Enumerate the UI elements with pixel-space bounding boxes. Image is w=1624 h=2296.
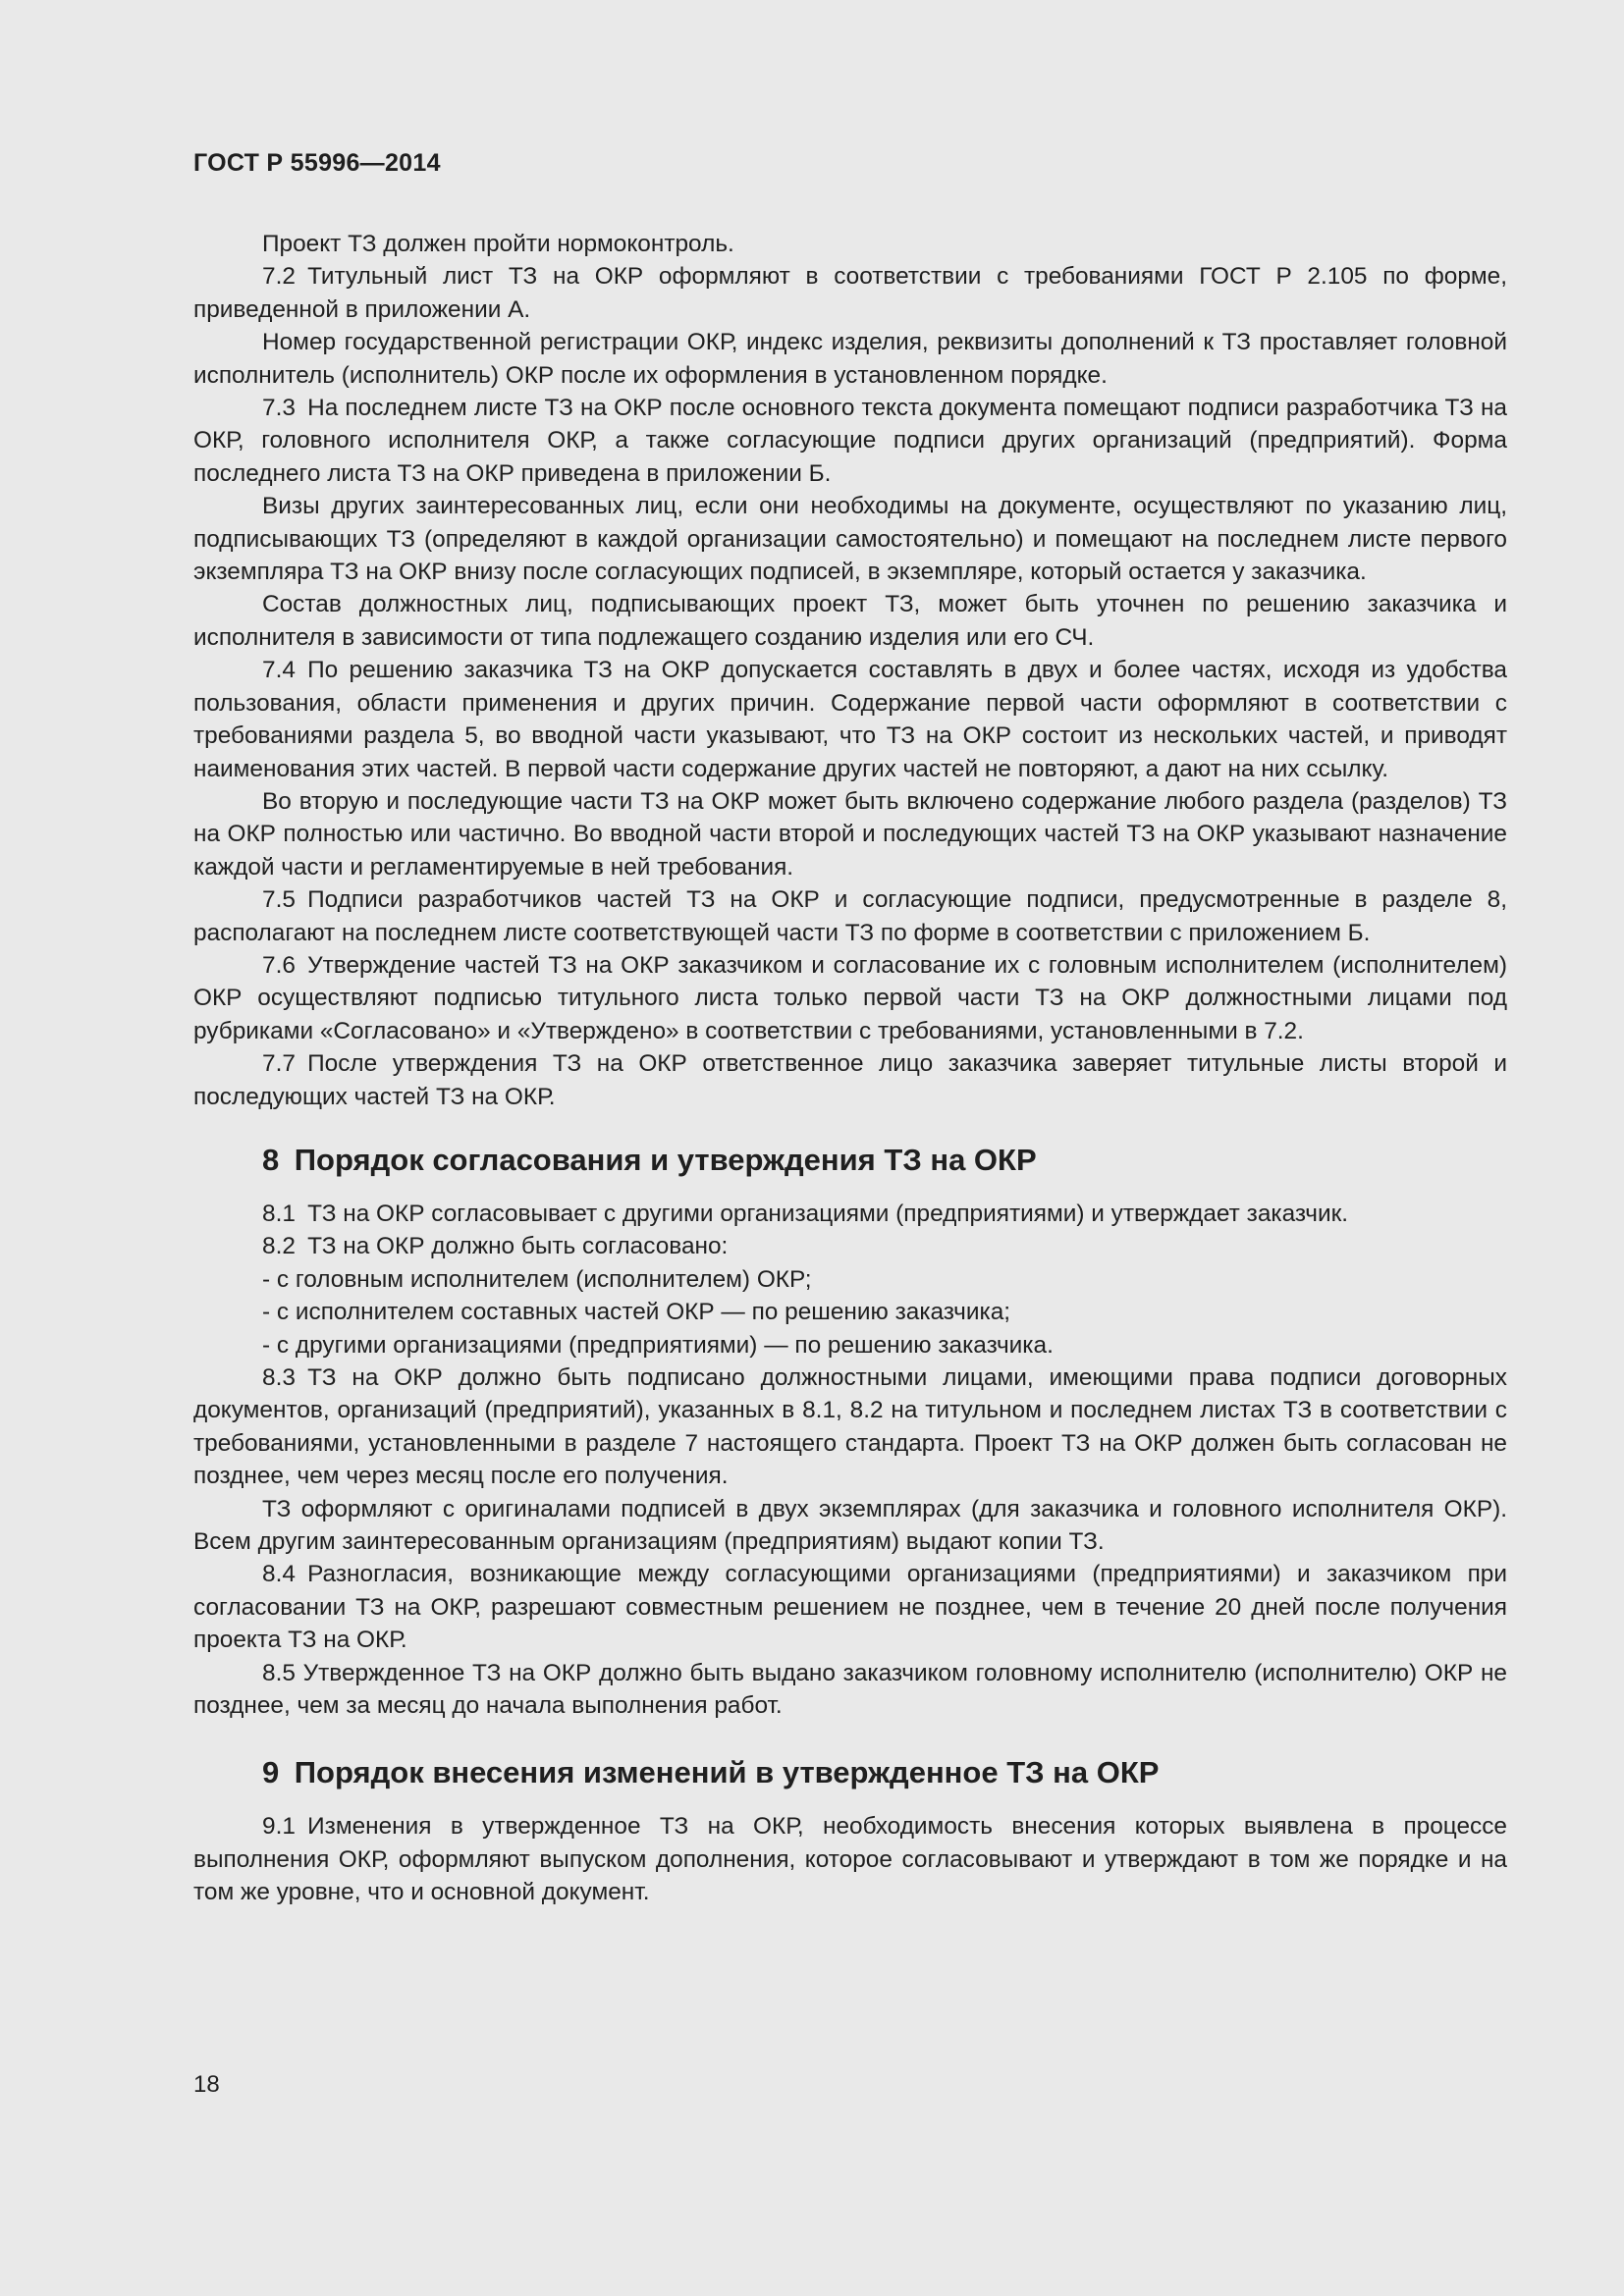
paragraph-8-1: 8.1 ТЗ на ОКР согласовывает с другими организациями (предприятиями) и утверждает заказчик.	[262, 1200, 1349, 1227]
paragraph-7-5: 7.5 Подписи разработчиков частей ТЗ на ОКР и согласующие подписи, предусмотренные в разделе 8, располагают на последнем листе соответствующей части ТЗ по форме в соответствии с приложением Б.	[193, 886, 1507, 946]
list-item: - с головным исполнителем (исполнителем) ОКР;	[262, 1265, 812, 1293]
list-item: - с исполнителем составных частей ОКР — по решению заказчика;	[262, 1299, 1011, 1326]
document-header-code: ГОСТ Р 55996—2014	[193, 149, 441, 177]
paragraph-7-2: 7.2 Титульный лист ТЗ на ОКР оформляют в соответствии с требованиями ГОСТ Р 2.105 по форме, приведенной в приложении А.	[193, 263, 1507, 323]
paragraph: Во вторую и последующие части ТЗ на ОКР может быть включено содержание любого раздела (разделов) ТЗ на ОКР полностью или частично. Во вводной части второй и последующих частей ТЗ на ОКР указывают назначение каждой части и регламентируемые в ней требования.	[193, 787, 1507, 881]
document-body	[193, 228, 1507, 1909]
section-9-heading: 9 Порядок внесения изменений в утвержденное ТЗ на ОКР	[262, 1755, 1160, 1790]
list-item: - с другими организациями (предприятиями) — по решению заказчика.	[262, 1331, 1054, 1359]
paragraph-7-6: 7.6 Утверждение частей ТЗ на ОКР заказчиком и согласование их с головным исполнителем (исполнителем) ОКР осуществляют подписью титульного листа только первой части ТЗ на ОКР должностными лицами под рубриками «Согласовано» и «Утверждено» в соответствии с требованиями, установленными в 7.2.	[193, 951, 1507, 1044]
paragraph: Проект ТЗ должен пройти нормоконтроль.	[262, 231, 734, 257]
paragraph-7-7: 7.7 После утверждения ТЗ на ОКР ответственное лицо заказчика заверяет титульные листы второй и последующих частей ТЗ на ОКР.	[193, 1050, 1507, 1110]
paragraph: ТЗ оформляют с оригиналами подписей в двух экземплярах (для заказчика и головного исполнителя ОКР). Всем другим заинтересованным организациям (предприятиям) выдают копии ТЗ.	[193, 1495, 1507, 1556]
paragraph: Номер государственной регистрации ОКР, индекс изделия, реквизиты дополнений к ТЗ проставляет головной исполнитель (исполнитель) ОКР после их оформления в установленном порядке.	[193, 329, 1507, 389]
paragraph-8-2: 8.2 ТЗ на ОКР должно быть согласовано:	[262, 1233, 729, 1260]
paragraph-8-3: 8.3 ТЗ на ОКР должно быть подписано должностными лицами, имеющими права подписи договорных документов, организаций (предприятий), указанных в 8.1, 8.2 на титульном и последнем листах ТЗ в соответствии с требованиями, установленными в разделе 7 настоящего стандарта. Проект ТЗ на ОКР должен быть согласован не позднее, чем через месяц после его получения.	[193, 1364, 1507, 1490]
paragraph: Визы других заинтересованных лиц, если они необходимы на документе, осуществляют по указанию лиц, подписывающих ТЗ (определяют в каждой организации самостоятельно) и помещают на последнем листе первого экземпляра ТЗ на ОКР внизу после согласующих подписей, в экземпляре, который остается у заказчика.	[193, 493, 1507, 586]
paragraph-7-4: 7.4 По решению заказчика ТЗ на ОКР допускается составлять в двух и более частях, исходя из удобства пользования, области применения и других причин. Содержание первой части оформляют в соответствии с требованиями раздела 5, во вводной части указывают, что ТЗ на ОКР состоит из нескольких частей, и приводят наименования этих частей. В первой части содержание других частей не повторяют, а дают на них ссылку.	[193, 657, 1507, 782]
page-number: 18	[193, 2071, 220, 2098]
section-8-heading: 8 Порядок согласования и утверждения ТЗ на ОКР	[262, 1142, 1037, 1177]
paragraph-7-3: 7.3 На последнем листе ТЗ на ОКР после основного текста документа помещают подписи разработчика ТЗ на ОКР, головного исполнителя ОКР, а также согласующие подписи других организаций (предприятий). Форма последнего листа ТЗ на ОКР приведена в приложении Б.	[193, 395, 1507, 487]
paragraph-9-1: 9.1 Изменения в утвержденное ТЗ на ОКР, необходимость внесения которых выявлена в процессе выполнения ОКР, оформляют выпуском дополнения, которое согласовывают и утверждают в том же порядке и на том же уровне, что и основной документ.	[193, 1813, 1507, 1906]
paragraph: Состав должностных лиц, подписывающих проект ТЗ, может быть уточнен по решению заказчика и исполнителя в зависимости от типа подлежащего созданию изделия или его СЧ.	[193, 591, 1507, 651]
paragraph-8-5: 8.5 Утвержденное ТЗ на ОКР должно быть выдано заказчиком головному исполнителю (исполнителю) ОКР не позднее, чем за месяц до начала выполнения работ.	[193, 1659, 1507, 1720]
paragraph-8-4: 8.4 Разногласия, возникающие между согласующими организациями (предприятиями) и заказчиком при согласовании ТЗ на ОКР, разрешают совместным решением не позднее, чем в течение 20 дней после получения проекта ТЗ на ОКР.	[193, 1561, 1507, 1654]
